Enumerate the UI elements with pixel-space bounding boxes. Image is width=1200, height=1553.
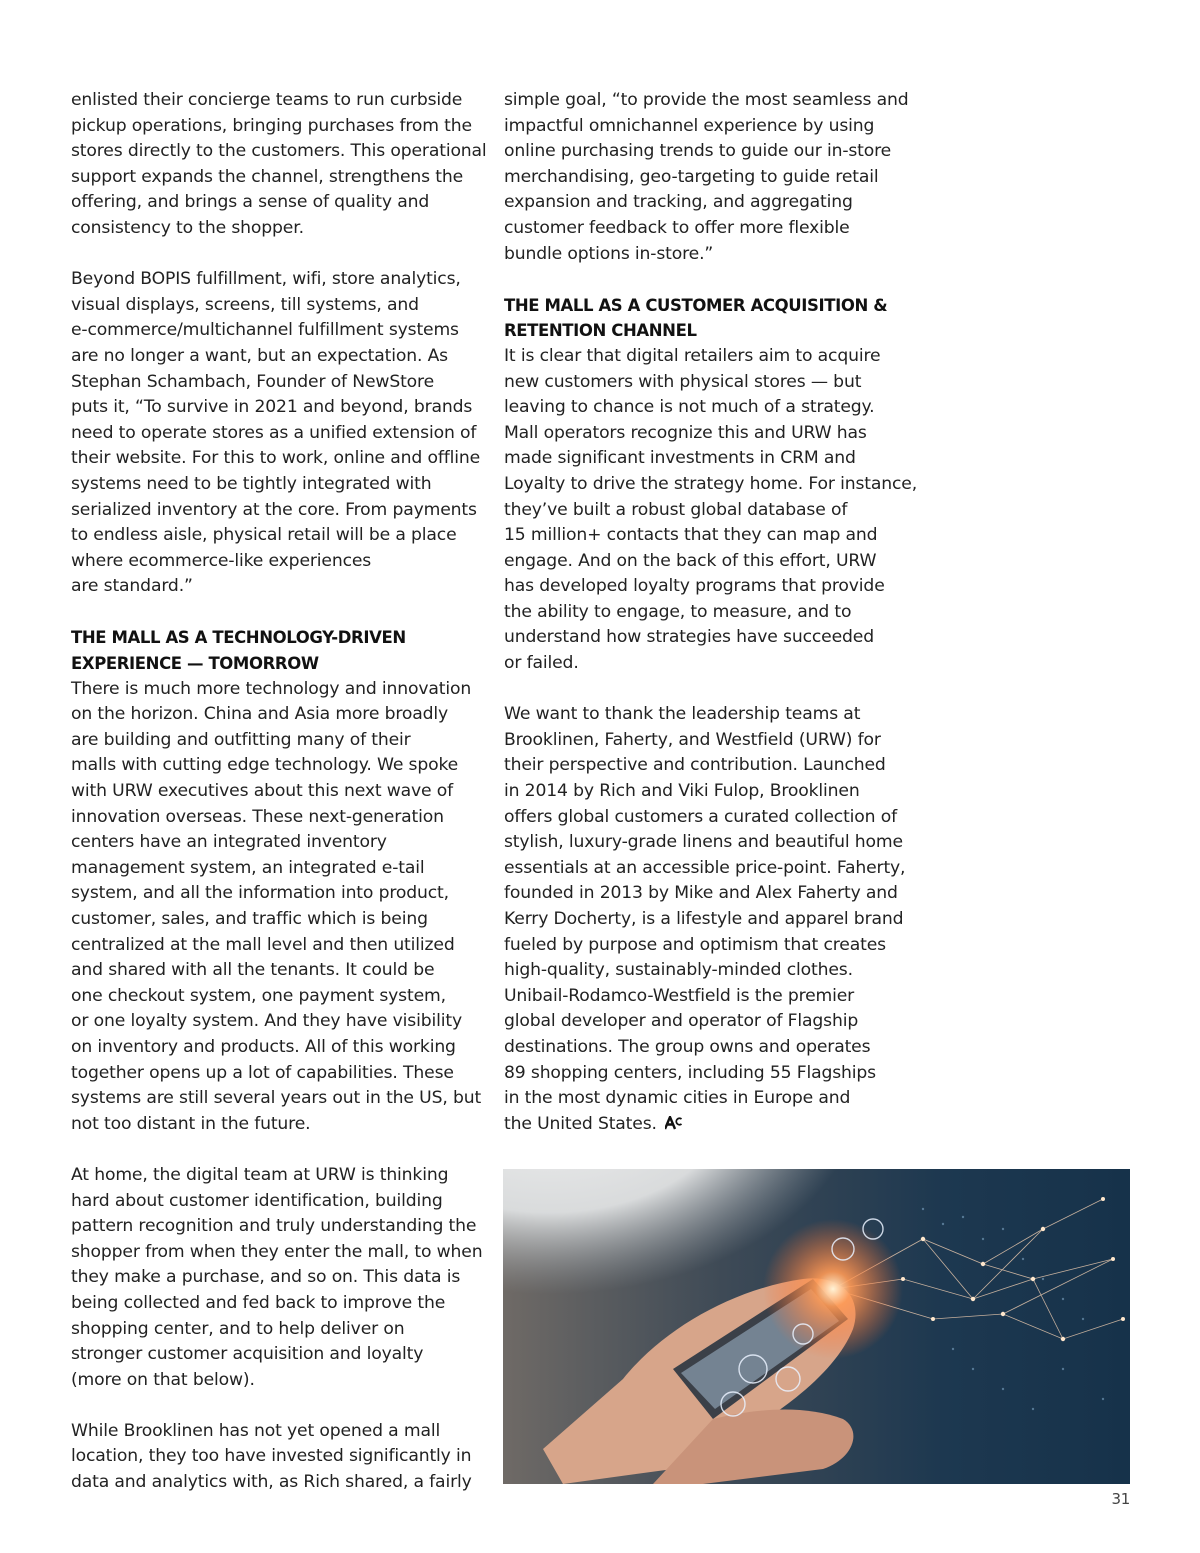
ac-logo-mark [665,1116,683,1130]
paragraph: Beyond BOPIS fulfillment, wifi, store analytics, visual displays, screens, till systems, and e-commerce/multichannel fulfillment systems are no longer a want, but an expectation. As Stephan Schambach, Founder of NewStore puts it, “To survive in 2021 and beyond, brands need to operate stores as a unified extension of their website. For this to work, online and offline systems need to be tightly integrated with serialized inventory at the core. From payments to endless aisle, physical retail will be a place where ecommerce-like experiences are standard.” [71,269,481,597]
page-number: 31 [1111,1490,1130,1508]
paragraph: It is clear that digital retailers aim to acquire new customers with physical stores — but leaving to chance is not much of a strategy. Mall operators recognize this and URW has made significant investments in CRM and Loyalty to drive the strategy home. For instance, they’ve built a robust global database of 15 million+ contacts that they can map and engage. And on the back of this effort, URW has developed loyalty programs that provide the ability to engage, to measure, and to understand how strategies have succeeded or failed. [504,345,918,674]
glow-highlight [763,1219,903,1359]
ac-logo-icon [665,1113,683,1139]
paragraph: While Brooklinen has not yet opened a mall location, they too have invested significantly in data and analytics with, as Rich shared, a fairly [71,1420,472,1493]
right-column [504,88,916,1164]
paragraph: enlisted their concierge teams to run curbside pickup operations, bringing purchases from the stores directly to the customers. This operational support expands the channel, strengthens the offering, and brings a sense of quality and consistency to the shopper. [71,90,487,238]
paragraph: We want to thank the leadership teams at Brooklinen, Faherty, and Westfield (URW) for their perspective and contribution. Launched in 2014 by Rich and Viki Fulop, Brooklinen offers global customers a curated collection of stylish, luxury-grade linens and beautiful home essentials at an accessible price-point. Faherty, founded in 2013 by Mike and Alex Faherty and Kerry Docherty, is a lifestyle and apparel brand fueled by purpose and optimism that creates high-quality, sustainably-minded clothes. Unibail-Rodamco-Westfield is the premier global developer and operator of Flagship destinations. The group owns and operates 89 shopping centers, including 55 Flagships in the most dynamic cities in Europe and the United States. [504,702,916,1138]
paragraph: There is much more technology and innovation on the horizon. China and Asia more broadly are building and outfitting many of their malls with cutting edge technology. We spoke with URW executives about this next wave of innovation overseas. These next-generation centers have an integrated inventory management system, an integrated e-tail system, and all the information into product, customer, sales, and traffic which is being centralized at the mall level and then utilized and shared with all the tenants. It could be one checkout system, one payment system, or one loyalty system. And they have visibility on inventory and products. All of this working together opens up a lot of capabilities. These systems are still several years out in the US, but not too distant in the future. [71,678,482,1134]
section-heading: THE MALL AS A TECHNOLOGY-DRIVEN EXPERIENCE — TOMORROW [71,628,406,674]
section-heading: THE MALL AS A CUSTOMER ACQUISITION & RETENTION CHANNEL [504,295,888,341]
smartphone-network-photo [503,1169,1130,1484]
photo-illustration [503,1169,1130,1484]
left-column [71,88,487,1521]
paragraph: simple goal, “to provide the most seamless and impactful omnichannel experience by using online purchasing trends to guide our in-store merchandising, geo-targeting to guide retail expansion and tracking, and aggregating customer feedback to offer more flexible bundle options in-store.” [504,90,909,264]
last-line: the United States. [504,1112,916,1139]
paragraph: At home, the digital team at URW is thinking hard about customer identification, building pattern recognition and truly understanding the shopper from when they enter the mall, to when they make a purchase, and so on. This data is being collected and fed back to improve the shopping center, and to help deliver on stronger customer acquisition and loyalty (more on that below). [71,1164,483,1390]
